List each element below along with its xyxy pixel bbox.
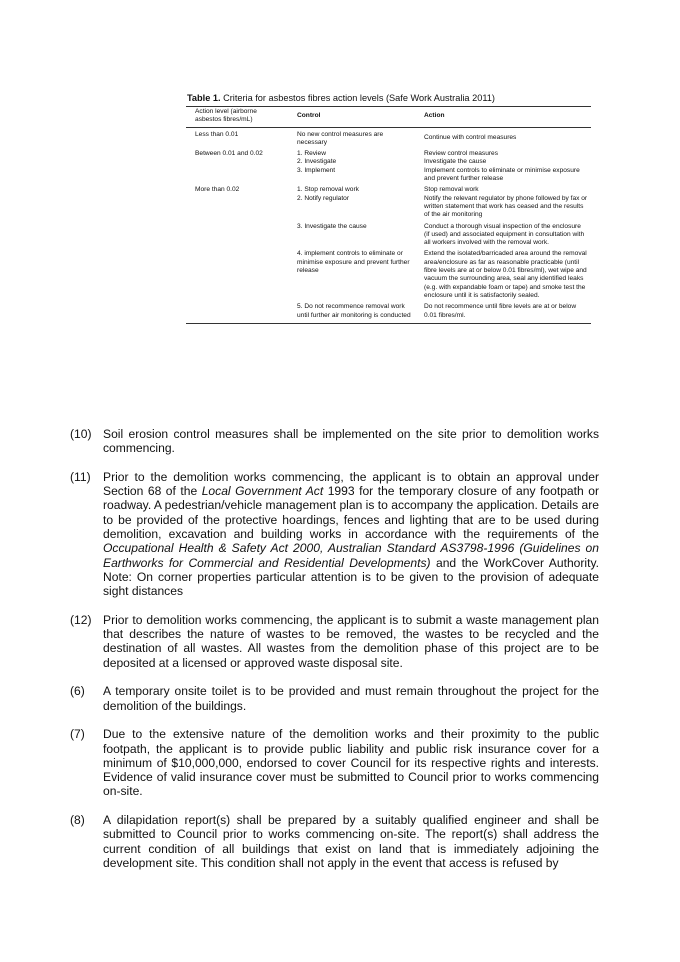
asbestos-criteria-table	[186, 106, 591, 324]
cell-control: 3. Implement	[297, 166, 336, 174]
cell-action: Review control measures	[424, 150, 499, 158]
table-caption	[187, 92, 591, 104]
condition-text: Due to the extensive nature of the demolition works and their proximity to the public footpath, the applicant is to provide public liability and public risk insurance cover for a minimum of $10,000,000, endorsed to cover Council for its respective rights and interests. Evidence of valid insurance cover must be submitted to Council prior to works commencing on-site.	[103, 727, 599, 799]
act-title-local-government: Local Government Act	[201, 484, 324, 499]
table-row	[186, 158, 591, 166]
table-caption-text: Criteria for asbestos fibres action levels (Safe Work Australia 2011)	[220, 93, 495, 103]
cell-action: Conduct a thorough visual inspection of the enclosure (if used) and associated equipment in consultation with all workers involved with the removal work.	[424, 222, 585, 247]
condition-number: (8)	[70, 813, 85, 828]
cell-action: Implement controls to eliminate or minimise exposure and prevent further release	[424, 166, 580, 183]
header-action: Action	[415, 107, 591, 128]
table-row	[186, 183, 591, 194]
header-control: Control	[288, 107, 415, 128]
act-title-ohs-standard: Occupational Health & Safety Act 2000, Australian Standard AS3798-1996 (Guidelines on Earthworks for Commercial and Residential Developments)	[103, 541, 599, 570]
condition-text: A dilapidation report(s) shall be prepared by a suitably qualified engineer and shall be submitted to Council prior to works commencing on-site. The report(s) shall address the current condition of all buildings that exist on land that is immediately adjoining the development site. This condition shall not apply in the event that access is refused by	[103, 813, 599, 870]
cell-level	[186, 300, 288, 323]
condition-7	[70, 727, 599, 798]
cell-control: 2. Investigate	[297, 158, 337, 166]
condition-number: (6)	[70, 684, 85, 699]
condition-10	[70, 427, 599, 456]
cell-level	[186, 195, 288, 220]
conditions-list	[70, 427, 599, 885]
cell-control: No new control measures are necessary	[297, 130, 384, 146]
condition-text: Prior to demolition works commencing, the applicant is to submit a waste management plan that describes the nature of wastes to be removed, the wastes to be recycled and the destination of all wastes. All wastes from the demolition phase of this project are to be deposited at a licensed or approved waste disposal site.	[103, 612, 599, 670]
condition-12	[70, 613, 599, 670]
cell-level	[186, 247, 288, 300]
cell-control: 2. Notify regulator	[297, 194, 350, 202]
cell-action: Investigate the cause	[424, 158, 487, 166]
condition-11	[70, 470, 599, 599]
cell-action: Stop removal work	[424, 186, 479, 194]
condition-number: (12)	[70, 612, 92, 627]
condition-number: (10)	[70, 427, 92, 441]
condition-text	[103, 470, 599, 599]
table-row	[186, 220, 591, 248]
asbestos-criteria-table-block	[186, 92, 591, 324]
cell-action: Continue with control measures	[424, 133, 517, 141]
cell-level	[186, 158, 288, 166]
cell-action: Notify the relevant regulator by phone followed by fax or written statement that work has ceased and the results of the air monitoring	[424, 194, 588, 219]
cell-level: Between 0.01 and 0.02	[195, 150, 263, 158]
cell-control: 1. Review	[297, 150, 326, 158]
table-caption-label: Table 1.	[187, 93, 221, 103]
table-row	[186, 300, 591, 323]
cell-action: Do not recommence until fibre levels are at or below 0.01 fibres/ml.	[415, 300, 591, 323]
table-header-row	[186, 107, 591, 128]
text-run: and the WorkCover Authority. Note: On corner properties particular attention is to be given to the provision of adequate sight distances	[103, 555, 599, 599]
cell-level	[186, 220, 288, 248]
table-row	[186, 247, 591, 300]
cell-level: More than 0.02	[195, 186, 240, 194]
cell-level	[186, 167, 288, 184]
cell-control: 5. Do not recommence removal work until further air monitoring is conducted	[288, 300, 415, 323]
header-action-level: Action level (airborne asbestos fibres/mL)	[186, 107, 288, 128]
condition-number: (11)	[70, 469, 91, 484]
table-row	[186, 195, 591, 220]
condition-text: A temporary onsite toilet is to be provided and must remain throughout the project for the demolition of the buildings.	[103, 684, 599, 713]
condition-8	[70, 813, 599, 870]
condition-number: (7)	[70, 727, 85, 742]
condition-6	[70, 684, 599, 713]
cell-control: 3. Investigate the cause	[297, 222, 367, 230]
cell-control: 1. Stop removal work	[297, 186, 359, 194]
cell-action: Extend the isolated/barricaded area around the removal area/enclosure as far as reasonable practicable (until fibre levels are at or below 0.01 fibres/ml), wet wipe and vacuum the surrounding area, seal any identified leaks (e.g. with expandable foam or tape) and smoke test the enclosure until it is satisfactorily sealed.	[424, 250, 587, 299]
text-run: 1993 for the temporary closure of any footpath or roadway. A pedestrian/vehicle management plan is to accompany the application. Details are to be provided of the protective hoardings, fences and lighting that are to be used during demolition, excavation and building works in accordance with the requirements of the	[103, 484, 599, 542]
cell-control: 4. implement controls to eliminate or minimise exposure and prevent further release	[297, 250, 410, 275]
condition-text: Soil erosion control measures shall be implemented on the site prior to demolition works commencing.	[103, 427, 599, 456]
text-run: Prior to the demolition works commencing, the applicant is to obtain an approval under Section 68 of the	[103, 469, 599, 499]
table-row	[186, 147, 591, 158]
table-row	[186, 127, 591, 147]
table-row	[186, 167, 591, 184]
cell-level: Less than 0.01	[195, 130, 239, 138]
